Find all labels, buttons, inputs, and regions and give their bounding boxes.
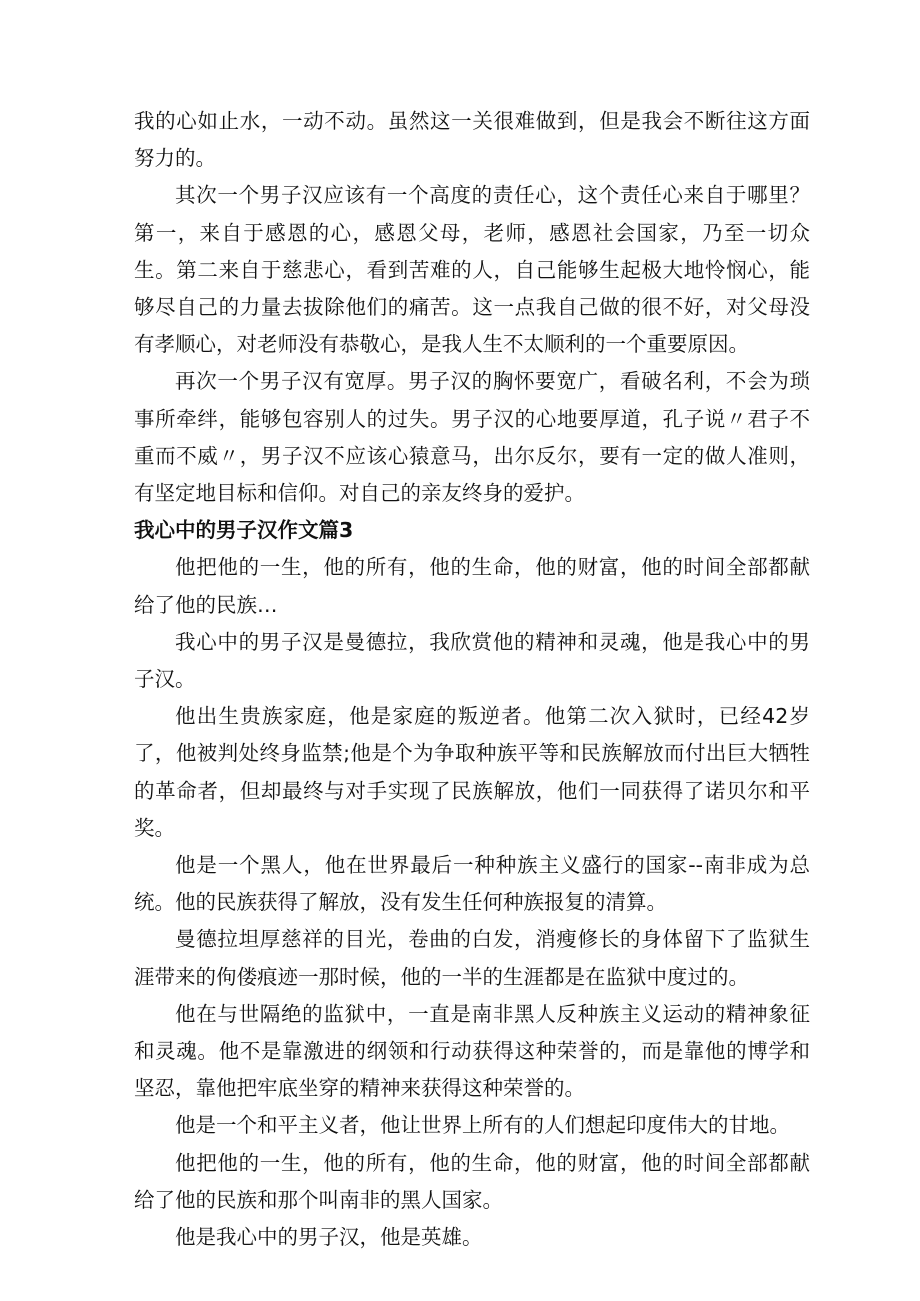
paragraph-continued: 我的心如止水，一动不动。虽然这一关很难做到，但是我会不断往这方面努力的。 (134, 109, 810, 171)
paragraph: 他是我心中的男子汉，他是英雄。 (175, 1225, 483, 1250)
paragraph: 曼德拉坦厚慈祥的目光，卷曲的白发，消瘦修长的身体留下了监狱生涯带来的佝偻痕迹一那时候，他的一半的生涯都是在监狱中度过的。 (134, 927, 810, 989)
document-body (134, 103, 810, 1256)
paragraph: 他把他的一生，他的所有，他的生命，他的财富，他的时间全部都献给了他的民族… (134, 555, 810, 617)
paragraph: 他是一个和平主义者，他让世界上所有的人们想起印度伟大的甘地。 (175, 1113, 790, 1138)
section-heading: 我心中的男子汉作文篇3 (134, 518, 354, 543)
paragraph: 他是一个黑人，他在世界最后一种种族主义盛行的国家--南非成为总统。他的民族获得了解放，没有发生任何种族报复的清算。 (134, 853, 810, 915)
paragraph-generosity: 再次一个男子汉有宽厚。男子汉的胸怀要宽广，看破名利，不会为琐事所牵绊，能够包容别人的过失。男子汉的心地要厚道，孔子说〃君子不重而不威〃，男子汉不应该心猿意马，出尔反尔，要有一定的做人准则，有坚定地目标和信仰。对自己的亲友终身的爱护。 (134, 369, 810, 506)
paragraph: 他在与世隔绝的监狱中，一直是南非黑人反种族主义运动的精神象征和灵魂。他不是靠激进的纲领和行动获得这种荣誉的，而是靠他的博学和坚忍，靠他把牢底坐穿的精神来获得这种荣誉的。 (134, 1001, 810, 1101)
paragraph-responsibility: 其次一个男子汉应该有一个高度的责任心，这个责任心来自于哪里？第一，来自于感恩的心，感恩父母，老师，感恩社会国家，乃至一切众生。第二来自于慈悲心，看到苦难的人，自己能够生起极大地怜悯心，能够尽自己的力量去拔除他们的痛苦。这一点我自己做的很不好，对父母没有孝顺心，对老师没有恭敬心，是我人生不太顺利的一个重要原因。 (134, 183, 810, 357)
paragraph: 他把他的一生，他的所有，他的生命，他的财富，他的时间全部都献给了他的民族和那个叫南非的黑人国家。 (134, 1150, 810, 1212)
paragraph: 他出生贵族家庭，他是家庭的叛逆者。他第二次入狱时，已经42岁了，他被判处终身监禁;他是个为争取种族平等和民族解放而付出巨大牺牲的革命者，但却最终与对手实现了民族解放，他们一同获得了诺贝尔和平奖。 (134, 704, 810, 840)
paragraph: 我心中的男子汉是曼德拉，我欣赏他的精神和灵魂，他是我心中的男子汉。 (134, 629, 810, 692)
